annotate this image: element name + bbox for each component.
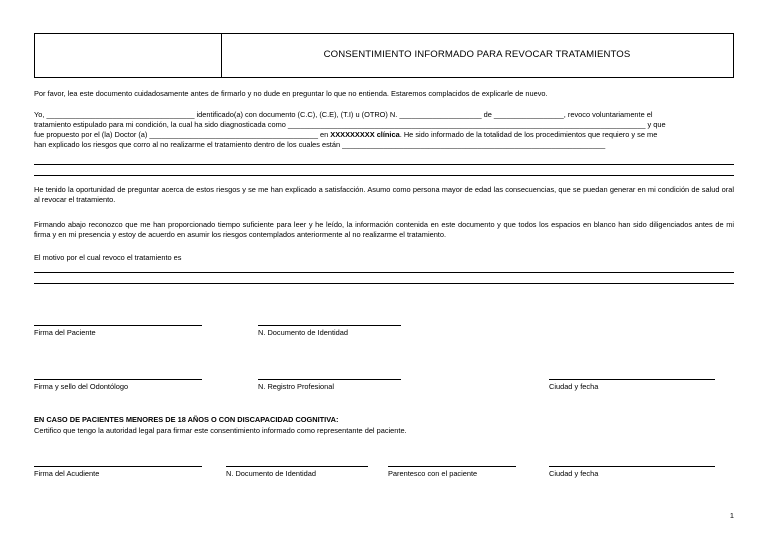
- signature-line: [226, 466, 368, 467]
- paragraph-risks: He tenido la oportunidad de preguntar acerca de estos riesgos y se me han explicado a satisfacción. Asumo como persona mayor de edad las consecuencias, que se puedan generar en mi condición de salud oral al revocar el tratamiento.: [34, 185, 734, 204]
- consent-line-1: Yo, ____________________________________ identificado(a) con documento (C.C), (C.E), (T.I) u (OTRO) N. ____________________ de _________________, revoco voluntariamente el: [34, 110, 653, 119]
- document-title: CONSENTIMIENTO INFORMADO PARA REVOCAR TRATAMIENTOS: [323, 49, 631, 61]
- blank-line: [34, 272, 734, 273]
- paragraph-acknowledgement: Firmando abajo reconozco que me han proporcionado tiempo suficiente para leer y he leído, la información contenida en este documento y que todos los espacios en blanco han sido diligenciados antes de mi firma y en mi presencia y estoy de acuerdo en asumir los riesgos contemplados anteriormente al no realizarme el tratamiento.: [34, 220, 734, 239]
- consent-line-3b: . He sido informado de la totalidad de los procedimientos que requiero y se me: [399, 129, 658, 139]
- signature-line: [258, 325, 401, 326]
- intro-text: Por favor, lea este documento cuidadosamente antes de firmarlo y no dude en preguntar lo que no entienda. Estaremos complacidos de explicarle de nuevo.: [34, 89, 548, 98]
- header-box: [34, 33, 734, 78]
- logo-cell: [35, 34, 222, 77]
- clinic-name: XXXXXXXXX clínica: [330, 129, 400, 139]
- signature-line: [34, 325, 202, 326]
- city-date-label: Ciudad y fecha: [549, 469, 599, 478]
- blank-line: [34, 175, 734, 176]
- consent-line-3a: fue propuesto por el (la) Doctor (a) _________________________________________ en: [34, 129, 331, 139]
- professional-registry-label: N. Registro Profesional: [258, 382, 334, 391]
- consent-line-3: [34, 130, 734, 140]
- minors-heading: EN CASO DE PACIENTES MENORES DE 18 AÑOS O CON DISCAPACIDAD COGNITIVA:: [34, 415, 339, 424]
- signature-line: [34, 466, 202, 467]
- signature-line: [549, 379, 715, 380]
- guardian-id-label: N. Documento de Identidad: [226, 469, 316, 478]
- guardian-signature-label: Firma del Acudiente: [34, 469, 100, 478]
- id-document-label: N. Documento de Identidad: [258, 328, 348, 337]
- blank-line: [34, 164, 734, 165]
- minors-text: Certifico que tengo la autoridad legal para firmar este consentimiento informado como representante del paciente.: [34, 426, 407, 435]
- consent-line-2: tratamiento estipulado para mi condición, la cual ha sido diagnosticada como _______________________________________________________________________________________ y que: [34, 119, 666, 129]
- city-date-label: Ciudad y fecha: [549, 382, 599, 391]
- consent-line-4: han explicado los riesgos que corro al no realizarme el tratamiento dentro de los cuales están ________________________________________________________________: [34, 139, 606, 149]
- relationship-label: Parentesco con el paciente: [388, 469, 478, 478]
- signature-line: [388, 466, 516, 467]
- blank-line: [34, 283, 734, 284]
- consent-paragraph: [34, 110, 734, 150]
- patient-signature-label: Firma del Paciente: [34, 328, 96, 337]
- page-number: 1: [729, 511, 734, 520]
- dentist-signature-label: Firma y sello del Odontólogo: [34, 382, 129, 391]
- signature-line: [549, 466, 715, 467]
- signature-line: [258, 379, 401, 380]
- motivo-label: El motivo por el cual revoco el tratamiento es: [34, 253, 182, 262]
- signature-line: [34, 379, 202, 380]
